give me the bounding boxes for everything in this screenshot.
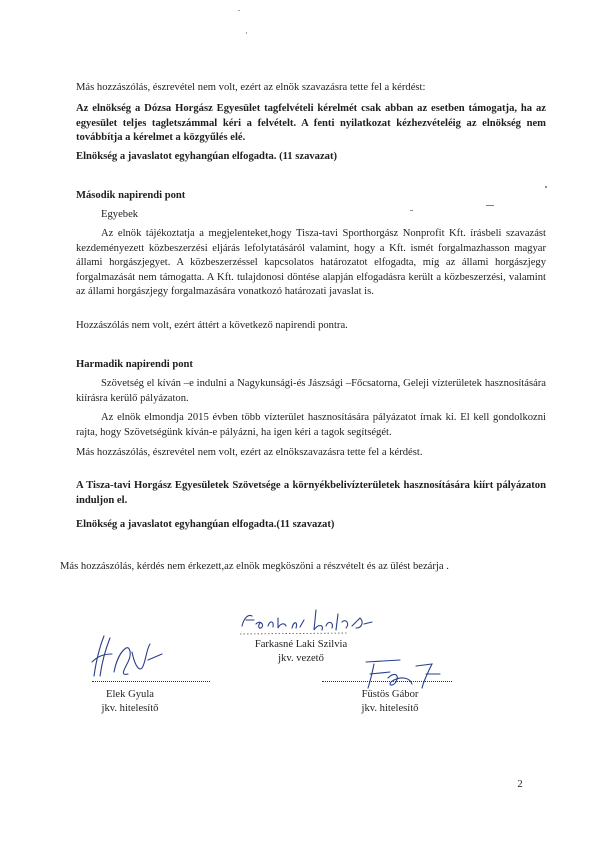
right-signatory-name: Füstös Gábor: [361, 689, 419, 700]
closing-text: Más hozzászólás, kérdés nem érkezett,az elnök megköszöni a részvételt és az ülést bezárja .: [60, 561, 449, 572]
item3-vote-result: Elnökség a javaslatot egyhangúan elfogadta.(11 szavazat): [76, 519, 335, 530]
item3-heading: Harmadik napirendi pont: [76, 359, 193, 370]
item3-resolution: A Tisza-tavi Horgász Egyesületek Szövetsége a környékbelivízterületek hasznosítására kiírt pályázaton induljon el.: [76, 480, 546, 506]
right-signature-line: [322, 681, 452, 682]
left-signatory-role: jkv. hitelesítő: [101, 703, 159, 714]
recorder-role: jkv. vezető: [278, 653, 324, 664]
item2-body: Az elnök tájékoztatja a megjelenteket,hogy Tisza-tavi Sporthorgász Nonprofit Kft. írásbeli szavazást kezdeményezett közbeszerzési eljárás lefolytatásáról valamint, hogy a Kft. ismét forgalmazhasson magyar állami horgászjegyet. A közbeszerzéssel kapcsolatos határozatot elfogadta, míg az állami horgászjegy forgalmazását nem támogatta. A Kft. tulajdonosi döntése alapján elfogadásra került a közbeszerzési, valamint az állami horgászjegy forgalmazására vonatkozó határozati javaslat is.: [76, 228, 546, 298]
scan-speck: [410, 210, 413, 211]
resolution-1: Az elnökség a Dózsa Horgász Egyesület tagfelvételi kérelmét csak abban az esetben támogatja, ha az egyesület teljes tagletszámmal kéri a felvételt. A fenti nyilatkozat kézhezvételéig az elnökség nem továbbítja a kérelmet a közgyűlés elé.: [76, 103, 546, 144]
scan-speck: [246, 32, 247, 34]
page-number: 2: [517, 779, 523, 790]
left-signatory-name: Elek Gyula: [106, 689, 154, 700]
item3-paragraph-2: Az elnök elmondja 2015 évben több vízterület hasznosítására pályázatot írnak ki. El kell gondolkozni rajta, hogy Szövetségünk kíván-e pályázni, ha igen kéri a tagok segítségét.: [76, 412, 546, 438]
scan-speck: [545, 186, 547, 188]
item2-closing: Hozzászólás nem volt, ezért áttért a következő napirendi pontra.: [76, 320, 348, 331]
intro-text: Más hozzászólás, észrevétel nem volt, ezért az elnök szavazásra tette fel a kérdést:: [76, 82, 426, 93]
item3-paragraph-1: Szövetség el kíván –e indulni a Nagykunsági-és Jászsági –Főcsatorna, Geleji vízterületek hasznosítására kiírásra kerülő pályázaton.: [76, 378, 546, 404]
item2-subheading: Egyebek: [101, 209, 139, 220]
recorder-name: Farkasné Laki Szilvia: [254, 639, 348, 650]
scan-speck: [238, 10, 240, 11]
vote-result-1: Elnökség a javaslatot egyhangúan elfogadta. (11 szavazat): [76, 151, 338, 162]
left-signature: [86, 632, 166, 682]
recorder-signature: [238, 606, 378, 636]
right-signatory-role: jkv. hitelesítő: [361, 703, 419, 714]
item2-heading: Második napirendi pont: [76, 190, 186, 201]
scan-speck: [486, 205, 494, 206]
right-signature: [360, 656, 450, 690]
item3-paragraph-3: Más hozzászólás, észrevétel nem volt, ezért az elnökszavazásra tette fel a kérdést.: [76, 447, 423, 458]
left-signature-line: [92, 681, 210, 682]
